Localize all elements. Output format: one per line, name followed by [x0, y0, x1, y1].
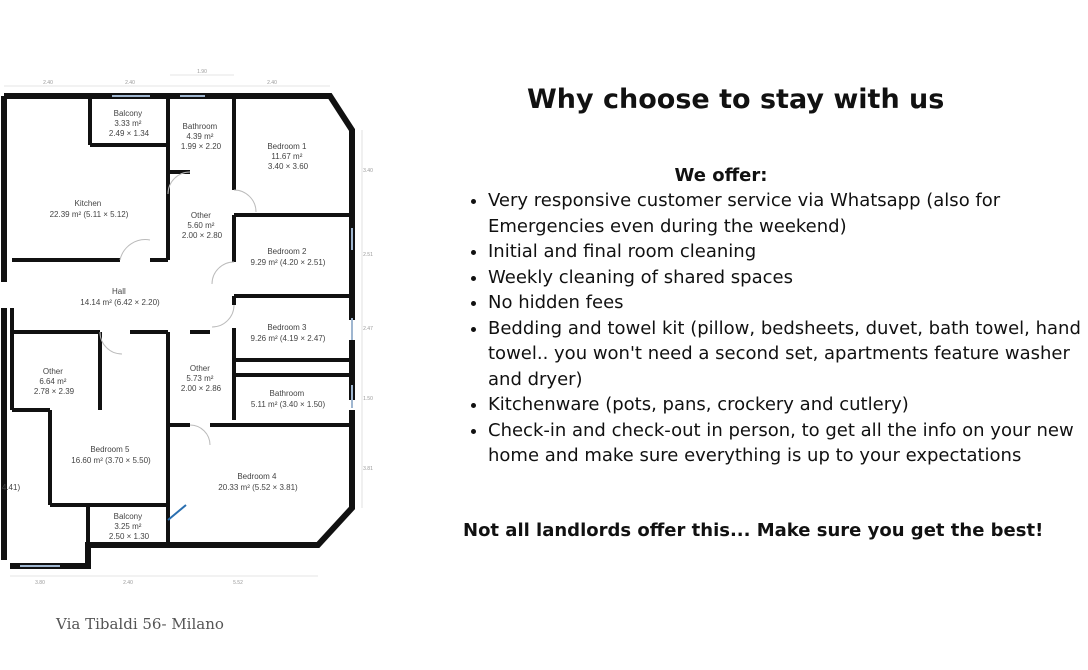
dim-right-b: 2.51 — [363, 252, 373, 258]
room-bathroom-top: Bathroom 4.39 m² 1.99 × 2.20 — [180, 122, 222, 151]
page-title: Why choose to stay with us — [527, 84, 945, 115]
room-bathroom-right: Bathroom 5.11 m² (3.40 × 1.50) — [250, 389, 326, 409]
dim-bottom-a: 3.80 — [35, 580, 45, 586]
closing-statement: Not all landlords offer this... Make sure you get the best! — [463, 520, 1044, 541]
list-item: • No hidden fees — [488, 290, 1088, 316]
room-kitchen: Kitchen 22.39 m² (5.11 × 5.12) — [49, 199, 129, 219]
room-other-top: Other 5.60 m² 2.00 × 2.80 — [181, 211, 223, 240]
room-bedroom-2: Bedroom 2 9.29 m² (4.20 × 2.51) — [250, 247, 326, 267]
list-item: • Bedding and towel kit (pillow, bedsheets, duvet, bath towel, hand towel.. you won't need a second set, apartments feature washer and dryer) — [488, 316, 1088, 393]
room-other-mid: Other 5.73 m² 2.00 × 2.86 — [180, 364, 222, 393]
offers-list — [467, 188, 1088, 469]
dim-right-c: 2.47 — [363, 326, 373, 332]
list-item: • Kitchenware (pots, pans, crockery and cutlery) — [488, 392, 1088, 418]
room-bedroom-1: Bedroom 1 11.67 m² 3.40 × 3.60 — [267, 142, 309, 171]
room-partial-left: 4.41) — [1, 483, 21, 492]
room-hall: Hall 14.14 m² (6.42 × 2.20) — [80, 287, 160, 307]
room-balcony-top: Balcony 3.33 m² 2.49 × 1.34 — [108, 109, 150, 138]
list-item: • Check-in and check-out in person, to get all the info on your new home and make sure everything is up to your expectations — [488, 418, 1088, 469]
room-bedroom-5: Bedroom 5 16.60 m² (3.70 × 5.50) — [71, 445, 151, 465]
offer-heading: We offer: — [674, 165, 768, 186]
list-item: • Very responsive customer service via Whatsapp (also for Emergencies even during the weekend) — [488, 188, 1088, 239]
dim-bottom-b: 2.40 — [123, 580, 133, 586]
list-item: • Initial and final room cleaning — [488, 239, 1088, 265]
room-bedroom-3: Bedroom 3 9.26 m² (4.19 × 2.47) — [250, 323, 326, 343]
dim-bottom-c: 5.52 — [233, 580, 243, 586]
dim-top-b: 2.40 — [125, 80, 135, 86]
dim-right-d: 1.50 — [363, 396, 373, 402]
dim-top-c: 1.90 — [197, 69, 207, 75]
benefits-panel — [455, 0, 1081, 670]
room-bedroom-4: Bedroom 4 20.33 m² (5.52 × 3.81) — [218, 472, 298, 492]
room-balcony-bottom: Balcony 3.25 m² 2.50 × 1.30 — [108, 512, 150, 541]
dim-right-a: 3.40 — [363, 168, 373, 174]
room-other-left: Other 6.64 m² 2.78 × 2.39 — [33, 367, 75, 396]
list-item: • Weekly cleaning of shared spaces — [488, 265, 1088, 291]
floor-plan — [0, 66, 373, 586]
dim-top-a: 2.40 — [43, 80, 53, 86]
address-caption: Via Tibaldi 56- Milano — [56, 615, 224, 633]
dim-top-d: 2.40 — [267, 80, 277, 86]
dim-right-e: 3.81 — [363, 466, 373, 472]
